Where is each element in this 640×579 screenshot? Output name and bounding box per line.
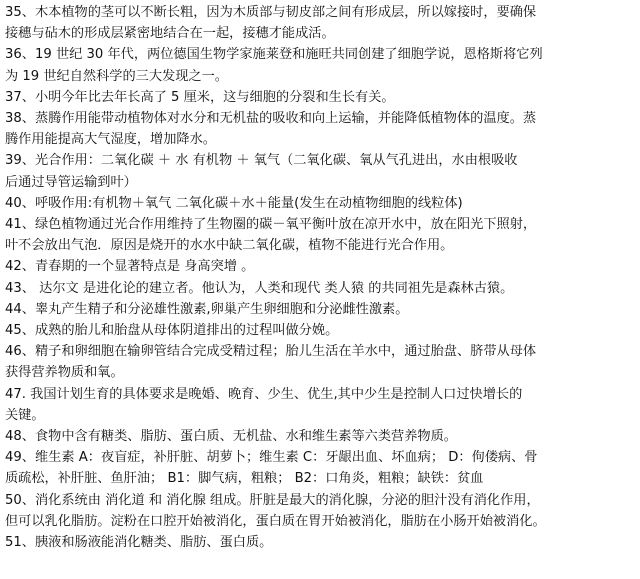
text-line: 46、精子和卵细胞在输卵管结合完成受精过程；胎儿生活在羊水中，通过胎盘、脐带从母体 [5, 344, 537, 360]
list-item [5, 108, 637, 150]
text-line: 但可以乳化脂肪。淀粉在口腔开始被消化，蛋白质在胃开始被消化，脂肪在小肠开始被消化。 [5, 513, 546, 529]
text-line: 37、小明今年比去年长高了 5 厘米，这与细胞的分裂和生长有关。 [5, 89, 395, 105]
list-item [5, 193, 637, 214]
list-item [5, 214, 637, 256]
text-line: 47. 我国计划生育的具体要求是晚婚、晚育、少生、优生,其中少生是控制人口过快增长的 [5, 386, 523, 402]
text-line: 获得营养物质和氧。 [5, 365, 124, 381]
list-item [5, 87, 637, 108]
list-item [5, 384, 637, 426]
list-item [5, 150, 637, 192]
text-line: 36、19 世纪 30 年代，两位德国生物学家施莱登和施旺共同创建了细胞学说，恩格斯将它列 [5, 47, 543, 63]
list-item [5, 532, 637, 553]
list-item [5, 341, 637, 383]
list-item [5, 278, 637, 299]
text-line: 49、维生素 A：夜盲症，补肝脏、胡萝卜；维生素 C：牙龈出血、坏血病； D：佝偻病、骨 [5, 450, 538, 466]
list-item [5, 256, 637, 277]
list-item [5, 299, 637, 320]
text-line: 腾作用能提高大气湿度，增加降水。 [5, 132, 216, 148]
text-line: 50、消化系统由 消化道 和 消化腺 组成。肝脏是最大的消化腺，分泌的胆汁没有消化作用， [5, 492, 540, 508]
list-item [5, 44, 637, 86]
text-line: 35、木本植物的茎可以不断长粗，因为木质部与韧皮部之间有形成层，所以嫁接时，要确保 [5, 5, 537, 20]
text-line: 40、呼吸作用:有机物＋氧气 二氧化碳＋水＋能量(发生在动植物细胞的线粒体) [5, 195, 463, 211]
text-line: 43、 达尔文 是进化论的建立者。他认为，人类和现代 类人猿 的共同祖先是森林古猿。 [5, 280, 514, 296]
text-line: 关键。 [5, 407, 45, 423]
text-line: 质疏松，补肝脏、鱼肝油； B1：脚气病，粗粮； B2：口角炎，粗粮；缺铁：贫血 [5, 471, 484, 487]
text-line: 38、蒸腾作用能带动植物体对水分和无机盐的吸收和向上运输，并能降低植物体的温度。蒸 [5, 111, 537, 127]
text-line: 45、成熟的胎儿和胎盘从母体阴道排出的过程叫做分娩。 [5, 323, 339, 339]
text-line: 39、光合作用：二氧化碳 ＋ 水 有机物 ＋ 氧气（二氧化碳、氧从气孔进出，水由根吸收 [5, 153, 518, 169]
text-line: 接穗与砧木的形成层紧密地结合在一起，接穗才能成活。 [5, 26, 335, 42]
list-item [5, 490, 637, 532]
text-line: 41、绿色植物通过光合作用维持了生物圈的碳－氧平衡叶放在凉开水中，放在阳光下照射， [5, 217, 537, 233]
text-line: 为 19 世纪自然科学的三大发现之一。 [5, 68, 228, 84]
list-item [5, 2, 637, 44]
text-line: 44、睾丸产生精子和分泌雄性激素,卵巢产生卵细胞和分泌雌性激素。 [5, 301, 409, 317]
list-item [5, 447, 637, 489]
document-body [5, 2, 637, 553]
list-item [5, 320, 637, 341]
text-line: 叶不会放出气泡．原因是烧开的水水中缺二氧化碳，植物不能进行光合作用。 [5, 238, 454, 254]
text-line: 48、食物中含有糖类、脂肪、蛋白质、无机盐、水和维生素等六类营养物质。 [5, 429, 457, 445]
text-line: 后通过导管运输到叶） [5, 174, 137, 190]
text-line: 51、胰液和肠液能消化糖类、脂肪、蛋白质。 [5, 535, 273, 551]
list-item [5, 426, 637, 447]
text-line: 42、青春期的一个显著特点是 身高突增 。 [5, 259, 255, 275]
